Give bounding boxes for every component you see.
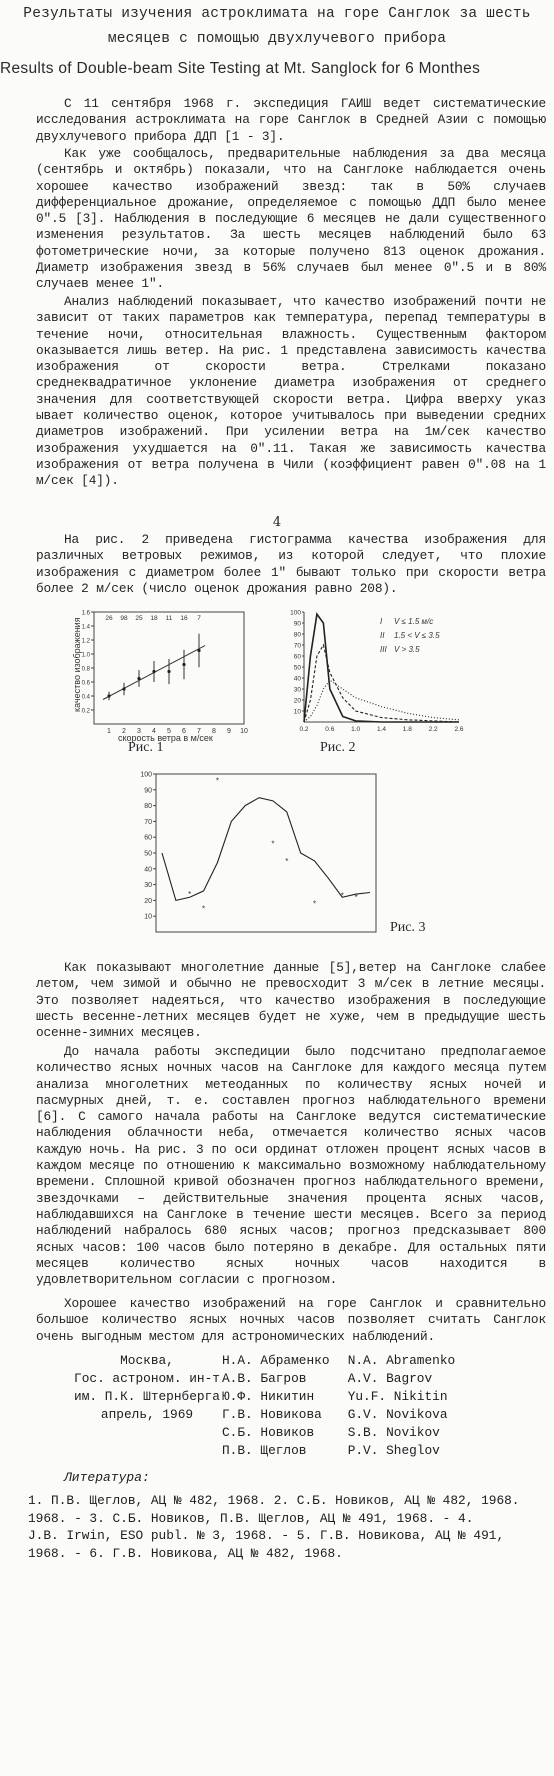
title-russian-line-1: Результаты изучения астроклимата на горе Санглок за шесть [23, 6, 531, 22]
fig1-x-tick-label: 9 [227, 728, 231, 735]
fig3-y-tick-label: 40 [144, 866, 152, 874]
fig3-y-tick-label: 50 [144, 850, 152, 858]
fig3-y-tick-label: 60 [144, 834, 152, 842]
author-name-en: Yu.F. Nikitin [347, 1389, 448, 1404]
author-name-ru: Н.А. Абраменко [222, 1353, 330, 1368]
title-russian-line-2: месяцев с помощью двухлучевого прибора [107, 31, 447, 47]
author-row [222, 1352, 552, 1370]
fig1-y-tick-label: 1.6 [81, 610, 90, 617]
fig1-counts [105, 615, 201, 622]
figure-3-chart [132, 768, 382, 938]
fig2-legend-text: V > 3.5 [394, 645, 420, 654]
fig3-actual-star: * [202, 904, 206, 914]
fig1-y-tick-label: 1.4 [81, 624, 90, 631]
fig1-count-label: 26 [105, 615, 113, 622]
fig3-y-ticks [140, 772, 156, 921]
fig1-data-marks [103, 634, 205, 701]
title-russian [0, 2, 554, 52]
paragraph-wind-climate: Как показывают многолетние данные [5],ветер на Санглоке слабее летом, чем зимой и обычно не превосходит 3 м/сек в летние месяцы. Это позволяет надеяться, что качество изображения в последующие шесть весенне-летних месяцев будет не хуже, чем в предыдущие шесть осенне-зимних месяцев. [36, 960, 546, 1041]
fig3-actual-marks [188, 776, 358, 913]
fig1-y-ticks [82, 611, 94, 715]
fig3-y-tick-label: 30 [144, 882, 152, 890]
fig2-x-tick-label: 1.0 [351, 726, 361, 733]
fig1-count-label: 18 [150, 615, 158, 622]
fig3-y-tick-label: 90 [144, 787, 152, 795]
fig3-actual-star: * [188, 890, 192, 900]
author-name-en: A.V. Bagrov [347, 1371, 433, 1386]
fig2-legend [380, 617, 440, 654]
fig2-y-ticks [290, 610, 304, 716]
figure-3-caption: Рис. 3 [390, 920, 426, 935]
fig1-y-tick-label: 0.8 [81, 666, 90, 673]
fig2-y-tick-label: 70 [293, 642, 301, 650]
fig2-y-tick-label: 80 [293, 631, 301, 639]
paragraph-previous-results: Как уже сообщалось, предварительные наблюдения за два месяца (сентябрь и октябрь) показали, что на Санглоке наблюдается очень хорошее качество изображений звезд: так в 50% случаев дифференциальное дрожание, определяемое с помощью ДДП было менее 0".5 [3]. Наблюдения в последующие 6 месяцев не дали существенного изменения результатов. За шесть месяцев наблюдений было 63 фотометрические ночи, за которые получено 813 оценок дрожания. Диаметр изображения звезд в 56% случаев был менее 0".5 и в 80% случаев менее 1". [36, 146, 546, 292]
fig1-count-label: 98 [120, 615, 128, 622]
affiliation-line: Москва, [120, 1353, 174, 1368]
author-row [222, 1442, 552, 1460]
fig1-count-label: 11 [165, 615, 173, 622]
fig3-y-tick-label: 80 [144, 803, 152, 811]
author-row [222, 1388, 552, 1406]
fig1-count-label: 7 [197, 615, 201, 622]
fig1-x-tick-label: 1 [107, 728, 111, 735]
fig2-x-ticks [299, 726, 463, 733]
author-name-en: G.V. Novikova [347, 1407, 448, 1422]
fig2-legend-text: V ≤ 1.5 м/с [394, 617, 434, 626]
fig3-frame [156, 774, 376, 932]
reference-line: J.B. Irwin, ESO publ. № 3, 1968. - 5. Г.В. Новикова, АЦ № 491, [28, 1528, 505, 1543]
fig1-y-tick-label: 0.6 [81, 680, 90, 687]
reference-line: 1968. - 6. Г.В. Новикова, АЦ № 482, 1968. [28, 1545, 343, 1561]
figure-1-caption: Рис. 1 [128, 740, 164, 755]
fig1-count-label: 25 [135, 615, 143, 622]
affiliation-line: им. П.К. Штернберга [74, 1389, 220, 1404]
fig1-data-point [152, 670, 155, 673]
references-list [28, 1492, 548, 1562]
author-name-en: N.A. Abramenko [347, 1353, 456, 1368]
figure-2-chart [284, 604, 464, 744]
fig1-data-point [167, 670, 170, 673]
author-row [222, 1406, 552, 1424]
fig1-x-tick-label: 2 [122, 728, 126, 735]
fig2-legend-id: I [380, 617, 383, 626]
author-name-ru: Г.В. Новикова [222, 1407, 322, 1422]
page-number: 4 [272, 515, 282, 530]
paragraph-wind-analysis: Анализ наблюдений показывает, что качество изображений почти не зависит от таких параметров как температура, перепад температуры в течение ночи, относительная влажность. Существенным фактором оказывается лишь ветер. На рис. 1 представлена зависимость качества изображения от скорости ветра. Стрелками показано среднеквадратичное уклонение диаметра изображения от среднего значения для соответствующей скорости ветра. Цифра вверху указ ывает количество оценок, которое учитывалось при выведении средних диаметров изображений. При усилении ветра на 1м/сек качество изображения ухудшается на 0".11. Такая же зависимость качества изображения от ветра получена в Чили (коэффициент равен 0".08 на 1 м/сек [4]). [36, 294, 546, 489]
author-name-ru: Ю.Ф. Никитин [222, 1389, 315, 1404]
affiliation-line: апрель, 1969 [100, 1407, 194, 1422]
fig1-x-tick-label: 8 [212, 728, 216, 735]
author-row [222, 1370, 552, 1388]
fig2-legend-id: III [380, 645, 387, 654]
author-name-ru: С.Б. Новиков [222, 1425, 315, 1440]
fig1-y-tick-label: 1.2 [81, 638, 90, 645]
paragraph-intro: С 11 сентября 1968 г. экспедиция ГАИШ ведет систематические исследования астроклимата на горе Санглок в Средней Азии с помощью двухлучевого прибора ДДП [1 - 3]. [36, 96, 546, 144]
figure-1-chart [68, 604, 258, 744]
fig3-y-tick-label: 100 [140, 771, 152, 779]
fig1-y-tick-label: 0.4 [81, 694, 90, 701]
figure-2-caption: Рис. 2 [320, 740, 356, 755]
fig2-series-line [304, 680, 459, 722]
fig2-y-tick-label: 60 [293, 653, 301, 661]
author-row [222, 1424, 552, 1442]
paragraph-histogram: На рис. 2 приведена гистограмма качества изображения для различных ветровых режимов, из которой следует, что плохие изображения с диаметром более 1" бывают только при скорости ветра более 2 м/сек (число оценок дрожания равно 208). [36, 532, 546, 596]
fig2-y-tick-label: 100 [290, 609, 301, 617]
fig1-y-tick-label: 1.0 [81, 652, 90, 659]
fig2-x-tick-label: 1.4 [376, 726, 387, 733]
fig3-y-tick-label: 70 [144, 818, 152, 826]
fig2-y-tick-label: 40 [293, 675, 301, 683]
paragraph-cloudiness: До начала работы экспедиции было подсчитано предполагаемое количество ясных ночных часов на Санглоке для каждого месяца путем анализа многолетних метеоданных по количеству ясных ночей и пасмурных дней, т. е. составлен прогноз наблюдательного времени [6]. С самого начала работы на Санглоке ведутся систематические наблюдения облачности неба, отмечается количество ясных часов каждую ночь. На рис. 3 по оси ординат отложен процент ясных часов в каждом месяце по отношению к максимально возможному наблюдательному времени. Сплошной кривой обозначен прогноз наблюдательного времени, звездочками – действительные значения процента ясных часов, наблюдавшихся на Санглоке в течение шести месяцев. Всего за период наблюдений набралось 680 ясных часов; прогноз предсказывает 800 ясных часов: 100 часов было потеряно в декабре. Для остальных пяти месяцев количество ясных ночных часов находится в удовлетворительном согласии с прогнозом. [36, 1044, 546, 1288]
fig1-y-tick-label: 0.2 [81, 708, 90, 715]
fig1-x-tick-label: 10 [240, 728, 248, 735]
literature-heading: Литература: [64, 1470, 150, 1485]
fig2-y-tick-label: 50 [293, 664, 301, 672]
author-name-en: S.B. Novikov [347, 1425, 440, 1440]
affiliation-line: Гос. астроном. ин-т [74, 1371, 220, 1386]
fig1-x-tick-label: 4 [152, 728, 156, 735]
fig1-data-point [107, 694, 110, 697]
fig1-x-tick-label: 5 [167, 728, 171, 735]
fig1-data-point [122, 687, 125, 690]
fig1-x-tick-label: 6 [182, 728, 186, 735]
fig3-forecast-polyline [162, 798, 370, 901]
author-name-en: P.V. Sheglov [347, 1443, 440, 1458]
fig1-data-point [137, 677, 140, 680]
affiliation-block [72, 1352, 222, 1424]
fig2-y-tick-label: 10 [293, 708, 301, 716]
fig1-x-tick-label: 3 [137, 728, 141, 735]
fig3-actual-star: * [215, 776, 220, 786]
fig2-y-tick-label: 90 [293, 620, 301, 628]
fig2-x-tick-label: 0.6 [325, 726, 335, 733]
fig2-x-tick-label: 2.6 [454, 726, 464, 733]
fig1-data-point [197, 649, 200, 652]
fig3-actual-star: * [285, 856, 289, 866]
fig3-actual-star: * [312, 899, 317, 909]
fig3-actual-star: * [354, 893, 358, 903]
reference-line: 1. П.В. Щеглов, АЦ № 482, 1968. 2. С.Б. Новиков, АЦ № 482, 1968. [28, 1493, 520, 1508]
reference-line: 1968. - 3. С.Б. Новиков, П.В. Щеглов, АЦ № 491, 1968. - 4. [28, 1510, 474, 1526]
fig3-actual-star: * [340, 891, 344, 901]
fig2-y-tick-label: 20 [293, 697, 301, 705]
author-name-ru: А.В. Багров [222, 1371, 307, 1386]
fig3-actual-star: * [271, 839, 275, 849]
fig3-forecast-line [162, 798, 370, 901]
paragraph-conclusion: Хорошее качество изображений на горе Санглок и сравнительно большое количество ясных ночных часов позволяет считать Санглок очень выгодным местом для астрономических наблюдений. [36, 1296, 546, 1344]
fig2-y-tick-label: 30 [293, 686, 301, 694]
fig1-xlabel: скорость ветра в м/сек [118, 733, 213, 743]
fig3-y-tick-label: 10 [144, 913, 152, 921]
fig2-x-tick-label: 2.2 [428, 726, 438, 733]
author-name-ru: П.В. Щеглов [222, 1443, 307, 1458]
fig2-x-tick-label: 0.2 [299, 726, 309, 733]
fig1-data-point [182, 663, 185, 666]
fig2-legend-id: II [380, 631, 385, 640]
fig2-x-tick-label: 1.8 [402, 726, 412, 733]
fig3-y-tick-label: 20 [144, 897, 152, 905]
fig1-count-label: 16 [180, 615, 188, 622]
fig1-ylabel: качество изображения [72, 617, 82, 712]
fig2-legend-text: 1.5 < V ≤ 3.5 [394, 631, 440, 640]
title-english: Results of Double-beam Site Testing at Mt. Sanglock for 6 Monthes [0, 60, 481, 77]
fig1-x-tick-label: 7 [197, 728, 201, 735]
